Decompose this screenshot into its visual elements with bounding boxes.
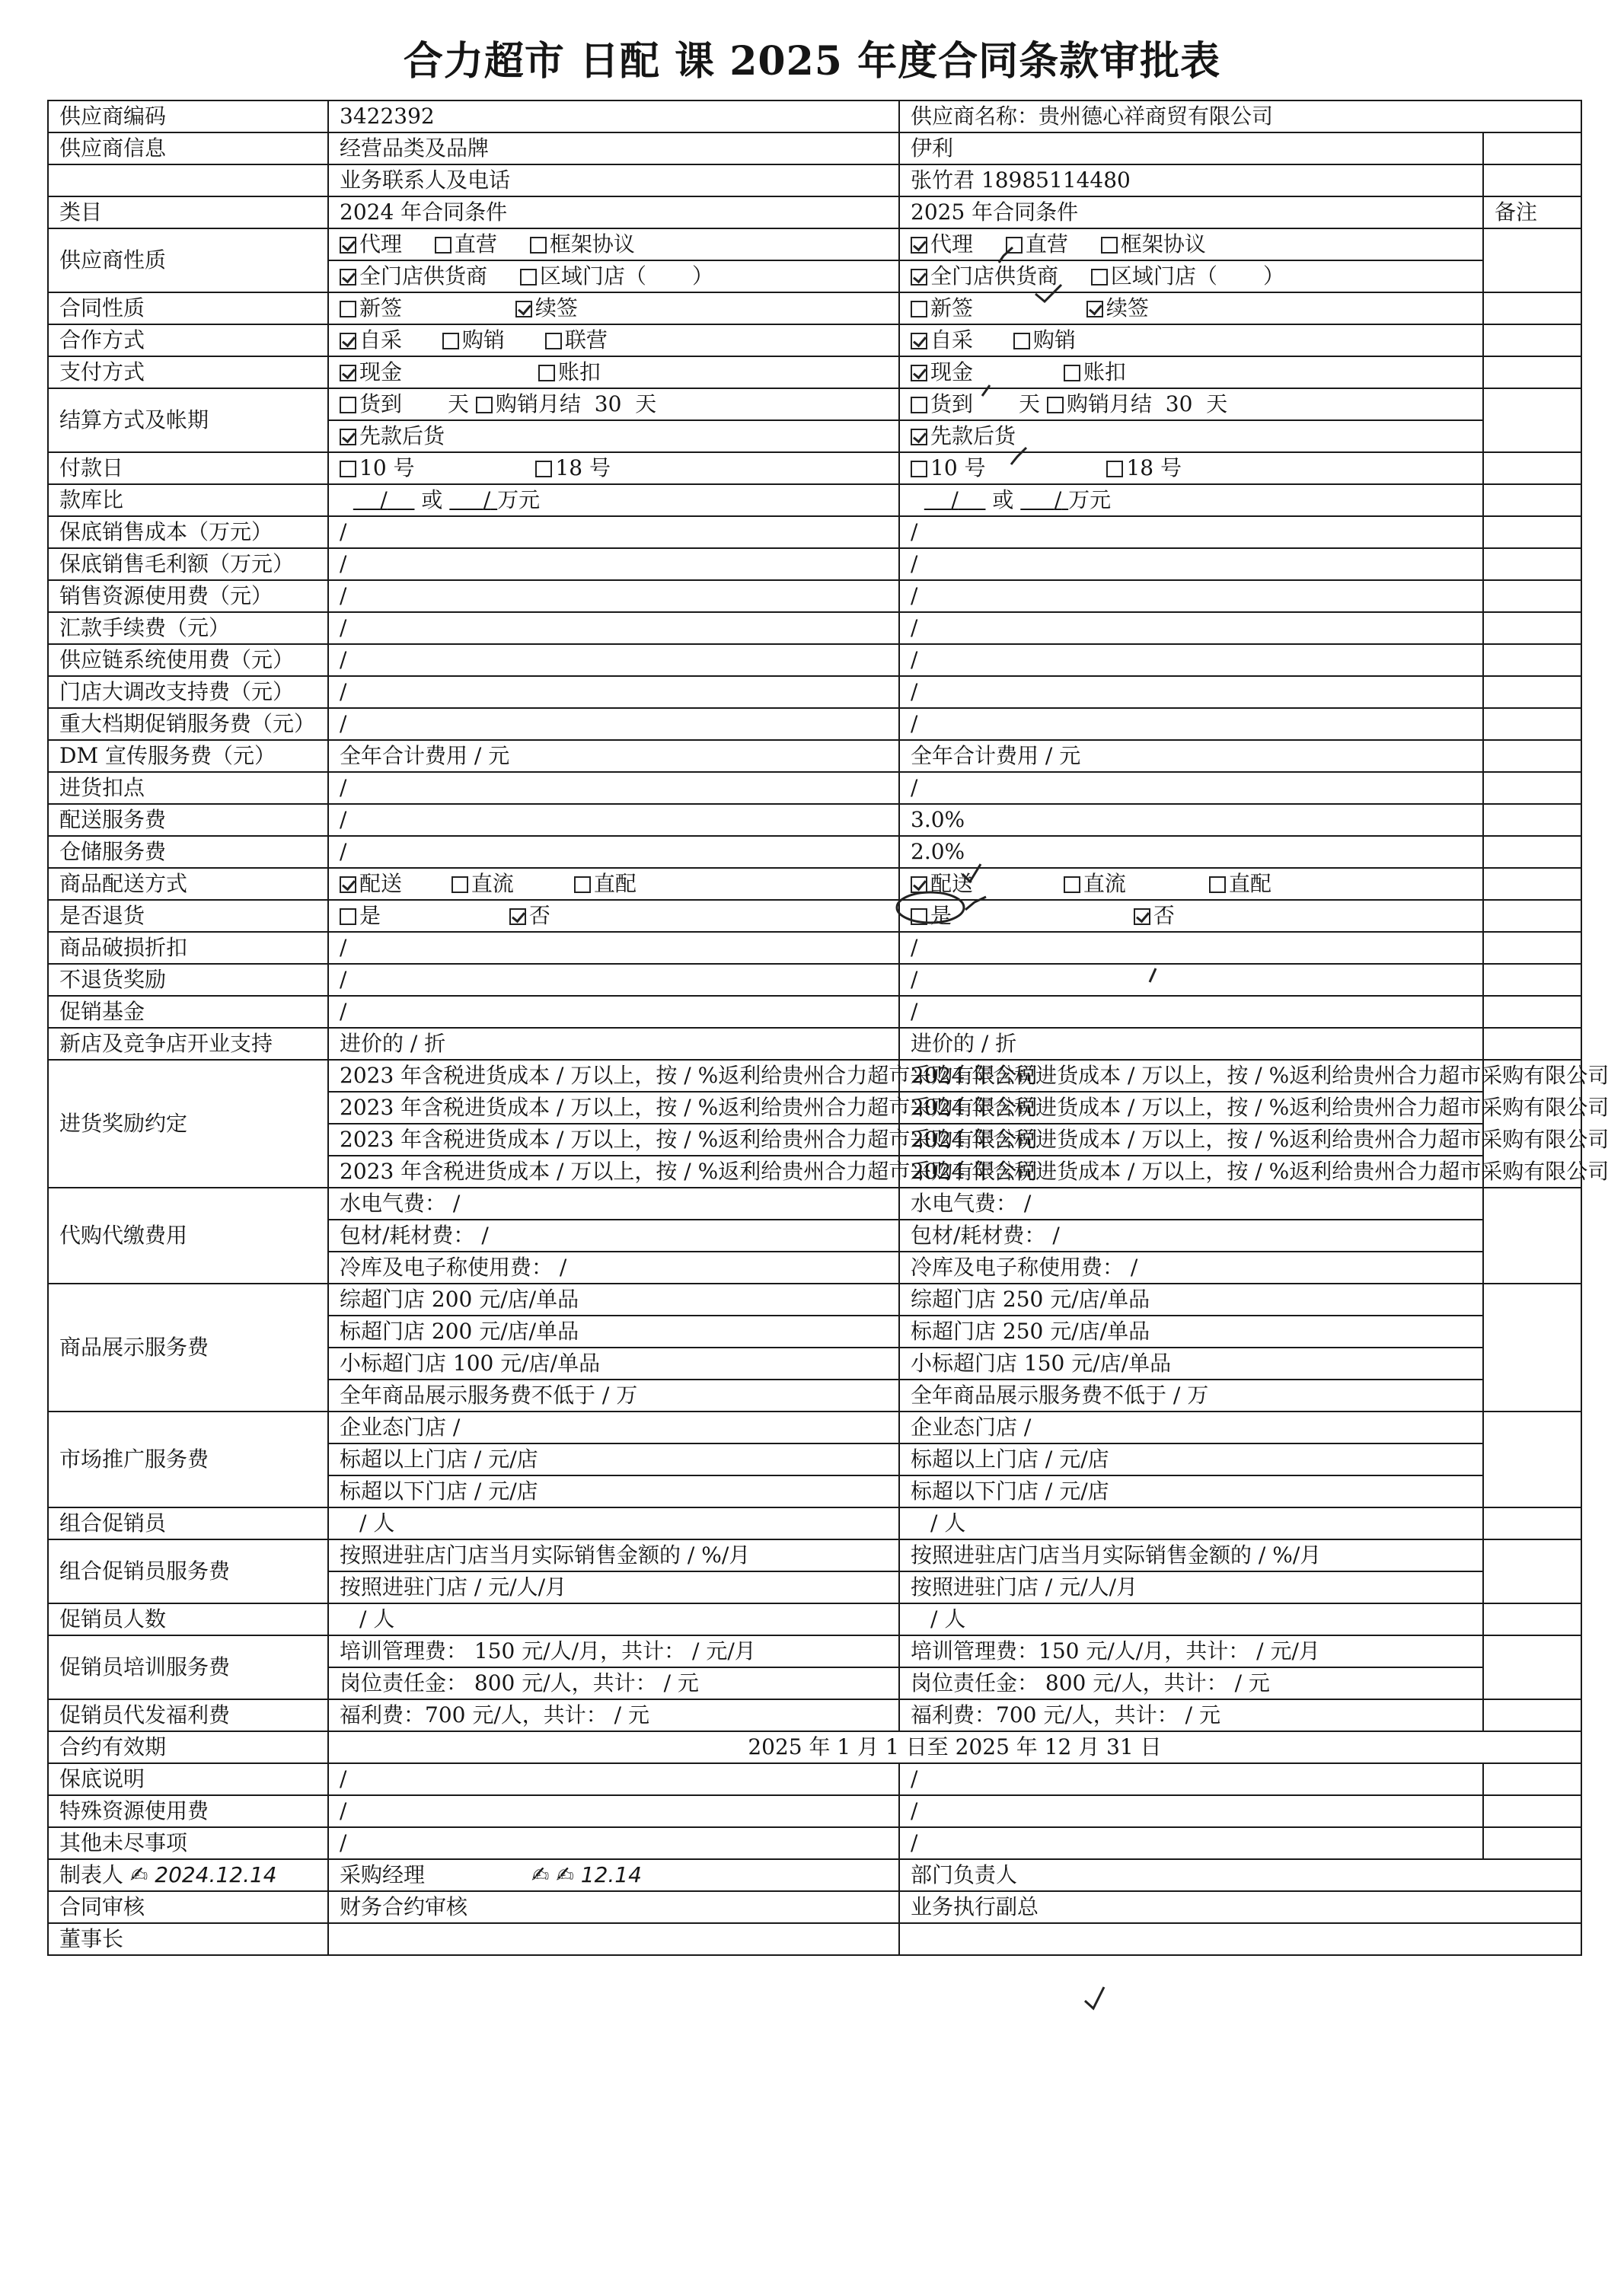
option-label: 18 号 (1126, 455, 1182, 480)
nature-label: 供应商性质 (48, 228, 328, 292)
supplier-name: 供应商名称：贵州德心祥商贸有限公司 (899, 100, 1581, 132)
option-label: 直配 (593, 871, 637, 896)
rebate-2025: 2024 年含税进货成本 / 万以上，按 / %返利给贵州合力超市采购有限公司 (899, 1060, 1483, 1092)
display-2024: 小标超门店 100 元/店/单品 (328, 1348, 899, 1380)
maker-signature: ✍ (129, 1862, 148, 1887)
value-2025: / (899, 644, 1483, 676)
display-2024: 标超门店 200 元/店/单品 (328, 1316, 899, 1348)
category-label: 类目 (48, 196, 328, 228)
rebate-2024: 2023 年含税进货成本 / 万以上，按 / %返利给贵州合力超市采购有限公司 (328, 1060, 899, 1092)
option-label: 先款后货 (359, 423, 445, 448)
option-label: 账扣 (557, 359, 601, 384)
option-label: 直流 (471, 871, 514, 896)
proxy-2025: 包材/耗材费： / (899, 1220, 1483, 1252)
welfare-2024: 福利费：700 元/人，共计： / 元 (328, 1699, 899, 1731)
train-2024: 岗位责任金： 800 元/人，共计： / 元 (328, 1667, 899, 1699)
value-2025: / (899, 580, 1483, 612)
fee-label: 保底销售毛利额（万元） (48, 548, 328, 580)
ratio-label: 款库比 (48, 484, 328, 516)
option-label: 自采 (930, 327, 974, 352)
fee-label: 汇款手续费（元） (48, 612, 328, 644)
ratio-value: / (1054, 487, 1062, 512)
value-2024: / (328, 708, 899, 740)
display-2024: 综超门店 200 元/店/单品 (328, 1284, 899, 1316)
promoter-fee-2024: 按照进驻店门店当月实际销售金额的 / %/月 (328, 1539, 899, 1571)
chair-label: 董事长 (48, 1923, 328, 1955)
fee-label: 保底销售成本（万元） (48, 516, 328, 548)
check-mark (1085, 1987, 1104, 2008)
promoter-num-2025: / 人 (899, 1603, 1483, 1635)
dm-label: DM 宣传服务费（元） (48, 740, 328, 772)
tail-label: 特殊资源使用费 (48, 1795, 328, 1827)
option-label: 先款后货 (930, 423, 1016, 448)
display-2025: 全年商品展示服务费不低于 / 万 (899, 1380, 1483, 1412)
value-2025: / (899, 708, 1483, 740)
option-label: 是 (930, 903, 952, 928)
tail-label: 保底说明 (48, 1763, 328, 1795)
value-2025: / (899, 1763, 1483, 1795)
option-label: 新签 (930, 295, 974, 321)
value-2024: / (328, 772, 899, 804)
proxy-label: 代购代缴费用 (48, 1188, 328, 1284)
contact-label: 业务联系人及电话 (328, 164, 899, 196)
option-label: 直流 (1083, 871, 1126, 896)
ratio-unit: 万元 (1068, 487, 1112, 512)
settle-days: 30 (1165, 391, 1193, 416)
market-2025: 企业态门店 / (899, 1412, 1483, 1443)
option-label: 直营 (1025, 231, 1068, 257)
option-label: 框架协议 (1120, 231, 1206, 257)
brand-value: 伊利 (899, 132, 1483, 164)
promoter-num-label: 促销员人数 (48, 1603, 328, 1635)
market-2024: 企业态门店 / (328, 1412, 899, 1443)
market-2025: 标超以上门店 / 元/店 (899, 1443, 1483, 1475)
validity-text: 2025 年 1 月 1 日至 2025 年 12 月 31 日 (328, 1731, 1581, 1763)
check-mark (1011, 448, 1026, 464)
option-label: 天 (635, 391, 657, 416)
ratio-unit: 万元 (497, 487, 541, 512)
option-label: 全门店供货商 (359, 263, 488, 289)
check-mark (965, 897, 986, 910)
option-label: 配送 (930, 871, 974, 896)
option-label: 配送 (359, 871, 403, 896)
market-2024: 标超以上门店 / 元/店 (328, 1443, 899, 1475)
value-2024: / (328, 932, 899, 964)
buyer-signature: ✍ ✍ (531, 1862, 574, 1887)
value-2025: / (899, 932, 1483, 964)
value-2025: / (899, 1795, 1483, 1827)
display-label: 商品展示服务费 (48, 1284, 328, 1412)
option-label: 区域门店（ (1110, 263, 1217, 289)
value-2024: / (328, 804, 899, 836)
check-mark (1150, 968, 1156, 982)
buyer-label: 采购经理 (340, 1862, 426, 1887)
value-2024: / (328, 996, 899, 1028)
page-title: 合力超市 日配 课 2025 年度合同条款审批表 (403, 38, 1221, 85)
brand-label: 经营品类及品牌 (328, 132, 899, 164)
option-label: 现金 (359, 359, 403, 384)
value-2024: / (328, 644, 899, 676)
value-2024: / (328, 1795, 899, 1827)
fee-label: 销售资源使用费（元） (48, 580, 328, 612)
rebate-2024: 2023 年含税进货成本 / 万以上，按 / %返利给贵州合力超市采购有限公司 (328, 1156, 899, 1188)
value-2024: / (328, 612, 899, 644)
supplier-info-label: 供应商信息 (48, 132, 328, 164)
option-label: 18 号 (555, 455, 611, 480)
col-2024-header: 2024 年合同条件 (328, 196, 899, 228)
welfare-label: 促销员代发福利费 (48, 1699, 328, 1731)
value-2024: / (328, 836, 899, 868)
value-2025: / (899, 964, 1483, 996)
option-label: 10 号 (359, 455, 415, 480)
check-mark (962, 864, 981, 882)
option-label: 账扣 (1083, 359, 1126, 384)
proxy-2024: 水电气费： / (328, 1188, 899, 1220)
value-2024: / (328, 516, 899, 548)
train-2025: 培训管理费：150 元/人/月，共计： / 元/月 (899, 1635, 1483, 1667)
option-label: 购销 (461, 327, 505, 352)
supplier-code: 3422392 (328, 100, 899, 132)
display-2025: 标超门店 250 元/店/单品 (899, 1316, 1483, 1348)
fee-label: 门店大调改支持费（元） (48, 676, 328, 708)
value-2024: / (328, 1763, 899, 1795)
check-mark (982, 385, 990, 396)
train-2025: 岗位责任金： 800 元/人，共计： / 元 (899, 1667, 1483, 1699)
value-2025: / (899, 1827, 1483, 1859)
dept-label: 部门负责人 (899, 1859, 1581, 1891)
rebate-2025: 2024 年含税进货成本 / 万以上，按 / %返利给贵州合力超市采购有限公司 (899, 1156, 1483, 1188)
option-label: 续签 (1106, 295, 1149, 321)
welfare-2025: 福利费：700 元/人，共计： / 元 (899, 1699, 1483, 1731)
option-label: 货到 (359, 391, 403, 416)
rebate-2025: 2024 年含税进货成本 / 万以上，按 / %返利给贵州合力超市采购有限公司 (899, 1092, 1483, 1124)
maker-date: 2024.12.14 (155, 1862, 277, 1887)
value-2024: / (328, 964, 899, 996)
rebate-2024: 2023 年含税进货成本 / 万以上，按 / %返利给贵州合力超市采购有限公司 (328, 1124, 899, 1156)
maker-label: 制表人 (59, 1862, 124, 1887)
promoter-fee-2024: 按照进驻门店 / 元/人/月 (328, 1571, 899, 1603)
option-label: 天 (1206, 391, 1228, 416)
supplier-code-label: 供应商编码 (48, 100, 328, 132)
option-label: 直营 (454, 231, 497, 257)
option-label: ） (691, 263, 713, 289)
value-2024: / (328, 1827, 899, 1859)
promoter-fee-2025: 按照进驻店门店当月实际销售金额的 / %/月 (899, 1539, 1483, 1571)
market-2025: 标超以下门店 / 元/店 (899, 1475, 1483, 1507)
contract-label: 合同性质 (48, 292, 328, 324)
storage-fee-label: 仓储服务费 (48, 836, 328, 868)
promoter-fee-2025: 按照进驻门店 / 元/人/月 (899, 1571, 1483, 1603)
option-label: 现金 (930, 359, 974, 384)
proxy-2025: 水电气费： / (899, 1188, 1483, 1220)
rebate-2025: 2024 年含税进货成本 / 万以上，按 / %返利给贵州合力超市采购有限公司 (899, 1124, 1483, 1156)
delivery-label: 商品配送方式 (48, 868, 328, 900)
proxy-2024: 冷库及电子称使用费： / (328, 1252, 899, 1284)
dm-2024: 全年合计费用 / 元 (328, 740, 899, 772)
option-label: 自采 (359, 327, 403, 352)
ratio-value: / (380, 487, 388, 512)
value-2024: / (328, 580, 899, 612)
promoter-2025: / 人 (899, 1507, 1483, 1539)
delivery-fee-label: 配送服务费 (48, 804, 328, 836)
option-label: 货到 (930, 391, 974, 416)
rebate-label: 进货奖励约定 (48, 1060, 328, 1188)
option-label: 全门店供货商 (930, 263, 1059, 289)
promoter-2024: / 人 (328, 1507, 899, 1539)
option-label: 天 (1019, 391, 1041, 416)
display-2025: 综超门店 250 元/店/单品 (899, 1284, 1483, 1316)
display-2024: 全年商品展示服务费不低于 / 万 (328, 1380, 899, 1412)
tail-label: 其他未尽事项 (48, 1827, 328, 1859)
buyer-date: 12.14 (580, 1862, 642, 1887)
contact-value: 张竹君 18985114480 (899, 164, 1483, 196)
fee-label: 供应链系统使用费（元） (48, 644, 328, 676)
option-label: 购销月结 (1066, 391, 1152, 416)
col-2025-header: 2025 年合同条件 (899, 196, 1483, 228)
value-2025: / (899, 516, 1483, 548)
train-2024: 培训管理费： 150 元/人/月，共计： / 元/月 (328, 1635, 899, 1667)
dm-2025: 全年合计费用 / 元 (899, 740, 1483, 772)
check-mark (1035, 285, 1061, 301)
validity-label: 合约有效期 (48, 1731, 328, 1763)
display-2025: 小标超门店 150 元/店/单品 (899, 1348, 1483, 1380)
market-label: 市场推广服务费 (48, 1412, 328, 1507)
promoter-label: 组合促销员 (48, 1507, 328, 1539)
return-label: 是否退货 (48, 900, 328, 932)
promoter-fee-label: 组合促销员服务费 (48, 1539, 328, 1603)
option-label: 直配 (1228, 871, 1271, 896)
fee-label: 不退货奖励 (48, 964, 328, 996)
option-label: 10 号 (930, 455, 986, 480)
storage-fee-value: 2.0% (911, 839, 965, 864)
value-2025: / (899, 612, 1483, 644)
option-label: 否 (1153, 903, 1175, 928)
proxy-2025: 冷库及电子称使用费： / (899, 1252, 1483, 1284)
payday-label: 付款日 (48, 452, 328, 484)
value-2025: / (899, 996, 1483, 1028)
ratio-or: 或 (992, 487, 1014, 512)
delivery-fee-value: 3.0% (911, 807, 965, 832)
new-store-2025: 进价的 / 折 (899, 1028, 1483, 1060)
option-label: ） (1262, 263, 1284, 289)
promoter-num-2024: / 人 (328, 1603, 899, 1635)
train-label: 促销员培训服务费 (48, 1635, 328, 1699)
settle-label: 结算方式及帐期 (48, 388, 328, 452)
ratio-value: / (951, 487, 959, 512)
option-label: 购销 (1032, 327, 1076, 352)
option-label: 新签 (359, 295, 403, 321)
option-label: 联营 (564, 327, 608, 352)
option-label: 是 (359, 903, 381, 928)
value-2025: / (899, 548, 1483, 580)
option-label: 区域门店（ (539, 263, 646, 289)
option-label: 购销月结 (495, 391, 581, 416)
review-label: 合同审核 (48, 1891, 328, 1923)
exec-label: 业务执行副总 (899, 1891, 1581, 1923)
ratio-or: 或 (421, 487, 443, 512)
fee-label: 商品破损折扣 (48, 932, 328, 964)
check-mark (999, 247, 1013, 263)
value-2025: / (899, 676, 1483, 708)
fee-label: 重大档期促销服务费（元） (48, 708, 328, 740)
value-2025: / (899, 772, 1483, 804)
discount-label: 进货扣点 (48, 772, 328, 804)
fee-label: 促销基金 (48, 996, 328, 1028)
option-label: 代理 (359, 231, 403, 257)
option-label: 框架协议 (549, 231, 635, 257)
option-label: 代理 (930, 231, 974, 257)
value-2024: / (328, 676, 899, 708)
new-store-2024: 进价的 / 折 (328, 1028, 899, 1060)
remark-header: 备注 (1483, 196, 1581, 228)
option-label: 续签 (534, 295, 578, 321)
new-store-label: 新店及竞争店开业支持 (48, 1028, 328, 1060)
market-2024: 标超以下门店 / 元/店 (328, 1475, 899, 1507)
finance-label: 财务合约审核 (328, 1891, 899, 1923)
ratio-value: / (483, 487, 491, 512)
option-label: 否 (528, 903, 550, 928)
coop-label: 合作方式 (48, 324, 328, 356)
value-2024: / (328, 548, 899, 580)
settle-days: 30 (594, 391, 622, 416)
circle-mark (897, 892, 964, 923)
pay-label: 支付方式 (48, 356, 328, 388)
rebate-2024: 2023 年含税进货成本 / 万以上，按 / %返利给贵州合力超市采购有限公司 (328, 1092, 899, 1124)
proxy-2024: 包材/耗材费： / (328, 1220, 899, 1252)
option-label: 天 (448, 391, 470, 416)
